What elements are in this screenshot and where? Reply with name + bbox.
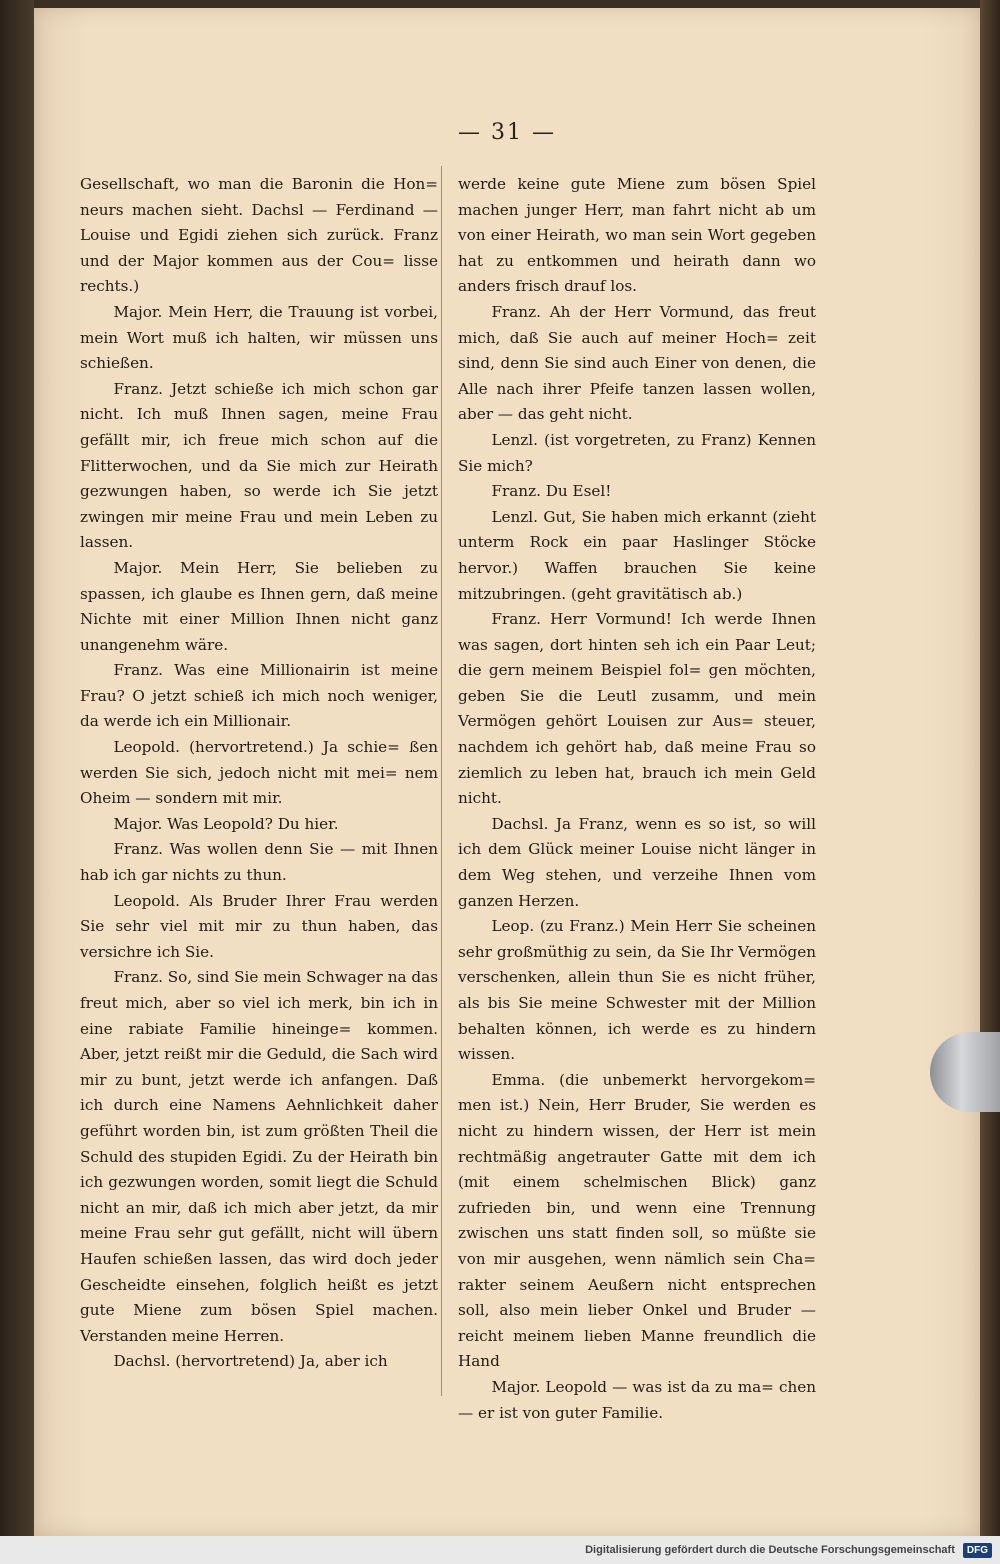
paragraph: Gesellschaft, wo man die Baronin die Hon= neurs machen sieht. Dachsl — Ferdinand — Louise und Egidi ziehen sich zurück. Franz und der Major kommen aus der Cou= lisse rechts.)	[80, 175, 438, 296]
page-number: — 31 —	[458, 120, 556, 145]
digitization-footer	[0, 1536, 1000, 1564]
paragraph: Major. Leopold — was ist da zu ma= chen — er ist von guter Familie.	[458, 1377, 816, 1422]
paragraph: Dachsl. (hervortretend) Ja, aber ich	[113, 1352, 388, 1371]
right-column	[458, 172, 816, 1426]
paragraph: Major. Mein Herr, Sie belieben zu spassen, ich glaube es Ihnen gern, daß meine Nichte mit einer Million Ihnen nicht ganz unangenehm wäre.	[80, 558, 438, 654]
page-edge	[980, 0, 1000, 1564]
paragraph: Major. Mein Herr, die Trauung ist vorbei, mein Wort muß ich halten, wir müssen uns schießen.	[80, 302, 438, 373]
footer-credit: Digitalisierung gefördert durch die Deutsche Forschungsgemeinschaft	[585, 1544, 955, 1556]
paragraph: Franz. So, sind Sie mein Schwager na das freut mich, aber so viel ich merk, bin ich in eine rabiate Familie hineinge= kommen. Aber, jetzt reißt mir die Geduld, die Sach wird mir zu bunt, jetzt werde ich anfangen. Daß ich durch eine Namens Aehnlichkeit daher geführt worden bin, ist zum größten Theil die Schuld des stupiden Egidi. Zu der Heirath bin ich gezwungen worden, somit liegt die Schuld nicht an mir, daß ich mich aber jetzt, da mir meine Frau sehr gut gefällt, nicht will übern Haufen schießen lassen, das wird doch jeder Gescheidte einsehen, folglich heißt es jetzt gute Miene zum bösen Spiel machen. Verstanden meine Herren.	[80, 968, 438, 1345]
paragraph: Lenzl. (ist vorgetreten, zu Franz) Kennen Sie mich?	[458, 430, 816, 475]
paragraph: Dachsl. Ja Franz, wenn es so ist, so will ich dem Glück meiner Louise nicht länger in dem Weg stehen, und verzeihe Ihnen vom ganzen Herzen.	[458, 814, 816, 910]
column-divider	[441, 166, 442, 1396]
paragraph: Lenzl. Gut, Sie haben mich erkannt (zieht unterm Rock ein paar Haslinger Stöcke hervor.) Waffen brauchen Sie keine mitzubringen. (geht gravitätisch ab.)	[458, 507, 816, 603]
paragraph: Leop. (zu Franz.) Mein Herr Sie scheinen sehr großmüthig zu sein, da Sie Ihr Vermögen verschenken, allein thun Sie es nicht früher, als bis Sie meine Schwester mit der Million behalten können, ich werde es zu hindern wissen.	[458, 917, 816, 1064]
paragraph: Franz. Ah der Herr Vormund, das freut mich, daß Sie auch auf meiner Hoch= zeit sind, denn Sie sind auch Einer von denen, die Alle nach ihrer Pfeife tanzen lassen wollen, aber — das geht nicht.	[458, 302, 816, 424]
book-spine	[0, 0, 34, 1564]
paragraph: Franz. Jetzt schieße ich mich schon gar nicht. Ich muß Ihnen sagen, meine Frau gefällt mir, ich freue mich schon auf die Flitterwochen, und da Sie mich zur Heirath gezwungen haben, so werde ich Sie jetzt zwingen mir meine Frau und mein Leben zu lassen.	[80, 379, 438, 552]
paragraph: Franz. Was eine Millionairin ist meine Frau? O jetzt schieß ich mich noch weniger, da werde ich ein Millionair.	[80, 661, 438, 731]
left-column	[80, 172, 438, 1375]
paragraph: Franz. Du Esel!	[491, 482, 612, 501]
paragraph: Franz. Herr Vormund! Ich werde Ihnen was sagen, dort hinten seh ich ein Paar Leut; die gern meinem Beispiel fol= gen möchten, geben Sie die Leutl zusamm, und mein Vermögen gehört Louisen zur Aus= steuer, nachdem ich gehört hab, daß meine Frau so ziemlich zu leben hat, brauch ich mein Geld nicht.	[458, 610, 816, 808]
paragraph: werde keine gute Miene zum bösen Spiel machen junger Herr, man fahrt nicht ab um von einer Heirath, wo man sein Wort gegeben hat zu entkommen und heirath dann wo anders frisch drauf los.	[458, 175, 816, 296]
paragraph: Leopold. Als Bruder Ihrer Frau werden Sie sehr viel mit mir zu thun haben, das versichre ich Sie.	[80, 891, 438, 961]
paragraph: Franz. Was wollen denn Sie — mit Ihnen hab ich gar nichts zu thun.	[80, 840, 438, 885]
metal-clip	[930, 1032, 1000, 1112]
book-page	[34, 8, 980, 1536]
dfg-logo: DFG	[963, 1543, 992, 1558]
paragraph: Major. Was Leopold? Du hier.	[113, 814, 339, 833]
paragraph: Emma. (die unbemerkt hervorgekom= men ist.) Nein, Herr Bruder, Sie werden es nicht zu hindern wissen, der Herr ist mein rechtmäßig angetrauter Gatte mit dem ich (mit einem schelmischen Blick) ganz zufrieden bin, und wenn eine Trennung zwischen uns statt finden soll, so müßte sie von mir ausgehen, wenn nämlich sein Cha= rakter seinem Aeußern nicht entsprechen soll, also mein lieber Onkel und Bruder — reicht meinem lieben Manne freundlich die Hand	[458, 1070, 816, 1371]
paragraph: Leopold. (hervortretend.) Ja schie= ßen werden Sie sich, jedoch nicht mit mei= nem Oheim — sondern mit mir.	[80, 738, 438, 808]
